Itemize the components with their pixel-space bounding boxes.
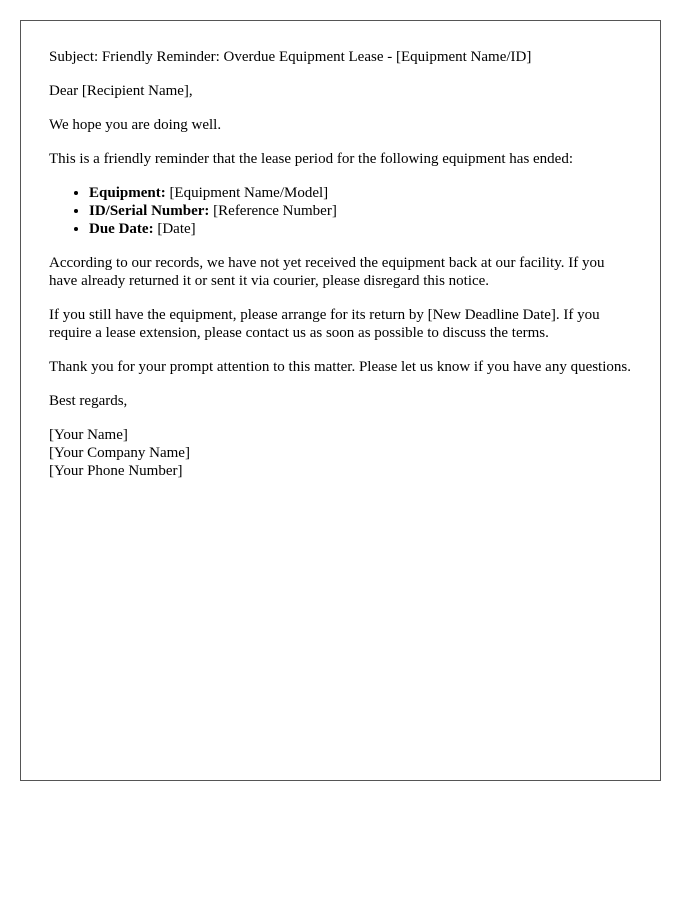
due-date-value: [Date] [153, 221, 196, 237]
list-item-due-date [89, 220, 632, 238]
signature-name: [Your Name] [49, 427, 128, 443]
signature-company: [Your Company Name] [49, 445, 190, 461]
subject-line: Subject: Friendly Reminder: Overdue Equipment Lease - [Equipment Name/ID] [49, 49, 532, 65]
serial-number-value: [Reference Number] [209, 203, 337, 219]
equipment-label: Equipment: [89, 185, 166, 201]
serial-number-label: ID/Serial Number: [89, 203, 210, 219]
intro-paragraph: This is a friendly reminder that the lease period for the following equipment has ended: [49, 151, 574, 167]
list-item-equipment [89, 184, 632, 202]
opening-line: We hope you are doing well. [49, 117, 222, 133]
equipment-details-list [49, 184, 632, 238]
closing: Best regards, [49, 393, 128, 409]
return-paragraph: If you still have the equipment, please arrange for its return by [New Deadline Date]. If you require a lease extension, please contact us as soon as possible to discuss the terms. [49, 307, 600, 341]
due-date-label: Due Date: [89, 221, 154, 237]
list-item-serial-number [89, 202, 632, 220]
equipment-value: [Equipment Name/Model] [165, 185, 329, 201]
greeting: Dear [Recipient Name], [49, 83, 193, 99]
thanks-paragraph: Thank you for your prompt attention to this matter. Please let us know if you have any questions. [49, 359, 631, 375]
signature-block [49, 426, 632, 480]
signature-phone: [Your Phone Number] [49, 463, 183, 479]
records-paragraph: According to our records, we have not yet received the equipment back at our facility. If you have already returned it or sent it via courier, please disregard this notice. [49, 255, 605, 289]
letter-card [20, 20, 661, 781]
